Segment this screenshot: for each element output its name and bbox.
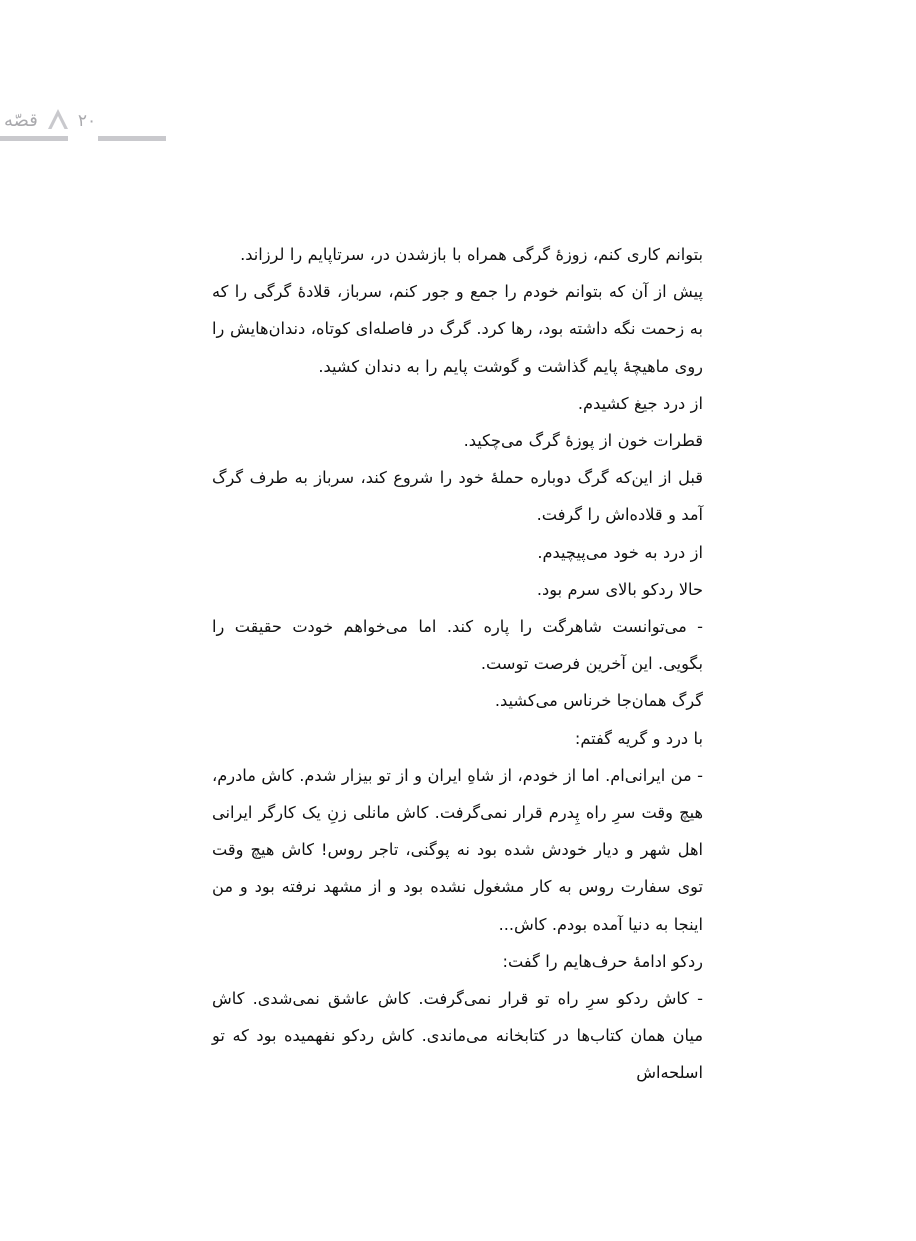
paragraph: از درد جیغ کشیدم. (577, 393, 703, 413)
paragraph: قطرات خون از پوزهٔ گرگ می‌چکید. (463, 431, 703, 451)
paragraph: ردکو ادامهٔ حرف‌هایم را گفت: (502, 951, 703, 971)
running-head-rule (0, 136, 704, 141)
body-text-block (212, 236, 703, 1092)
paragraph: بتوانم کاری کنم، زوزهٔ گرگی همراه با بازشدن در، سرتاپایم را لرزاند. (240, 245, 703, 264)
paragraph: پیش از آن که بتوانم خودم را جمع و جور کنم، سرباز، قلادهٔ گرگی را که به زحمت نگه داشته بود، رها کرد. گرگ در فاصله‌ای کوتاه، دندان‌هایش را روی ماهیچهٔ پایم گذاشت و گوشت پایم را به دندان کشید. (212, 282, 703, 376)
paragraph: حالا ردکو بالای سرم بود. (536, 579, 703, 599)
paragraph-dialogue: - کاش ردکو سرِ راه تو قرار نمی‌گرفت. کاش عاشق نمی‌شدی. کاش میان همان کتاب‌ها در کتابخانه می‌ماندی. کاش ردکو نفهمیده بود که تو اسلحه‌اش (212, 989, 703, 1083)
paragraph-dialogue: - می‌توانست شاهرگت را پاره کند. اما می‌خواهم خودت حقیقت را بگویی. این آخرین فرصت توست. (212, 617, 703, 674)
chapter-title: قصّه (4, 110, 38, 131)
paragraph-dialogue: - من ایرانی‌ام. اما از خودم، از شاهِ ایران و از تو بیزار شدم. کاش مادرم، هیچ وقت سرِ راه پِدرم قرار نمی‌گرفت. کاش مانلی زنِ یک کارگر ایرانی اهل شهر و دیار خودش شده بود نه پوگنی، تاجر روس! کاش هیچ وقت توی سفارت روس به کار مشغول نشده بود و از مشهد نرفته بود و من اینجا به دنیا آمده بودم. کاش... (212, 765, 703, 934)
paragraph: گرگ همان‌جا خرناس می‌کشید. (494, 691, 703, 711)
rule-segment-left (98, 136, 166, 141)
paragraph: از درد به خود می‌پیچیدم. (537, 542, 703, 562)
paragraph: قبل از این‌که گرگ دوباره حملهٔ خود را شروع کند، سرباز به طرف گرگ آمد و قلاده‌اش را گرفت. (212, 468, 703, 525)
caret-ornament-icon (45, 108, 71, 130)
running-head-inner (0, 108, 100, 130)
running-head (0, 108, 704, 152)
page-number: ۲۰ (77, 111, 97, 131)
rule-segment-right (0, 136, 68, 141)
paragraph: با درد و گریه گفتم: (574, 728, 703, 748)
